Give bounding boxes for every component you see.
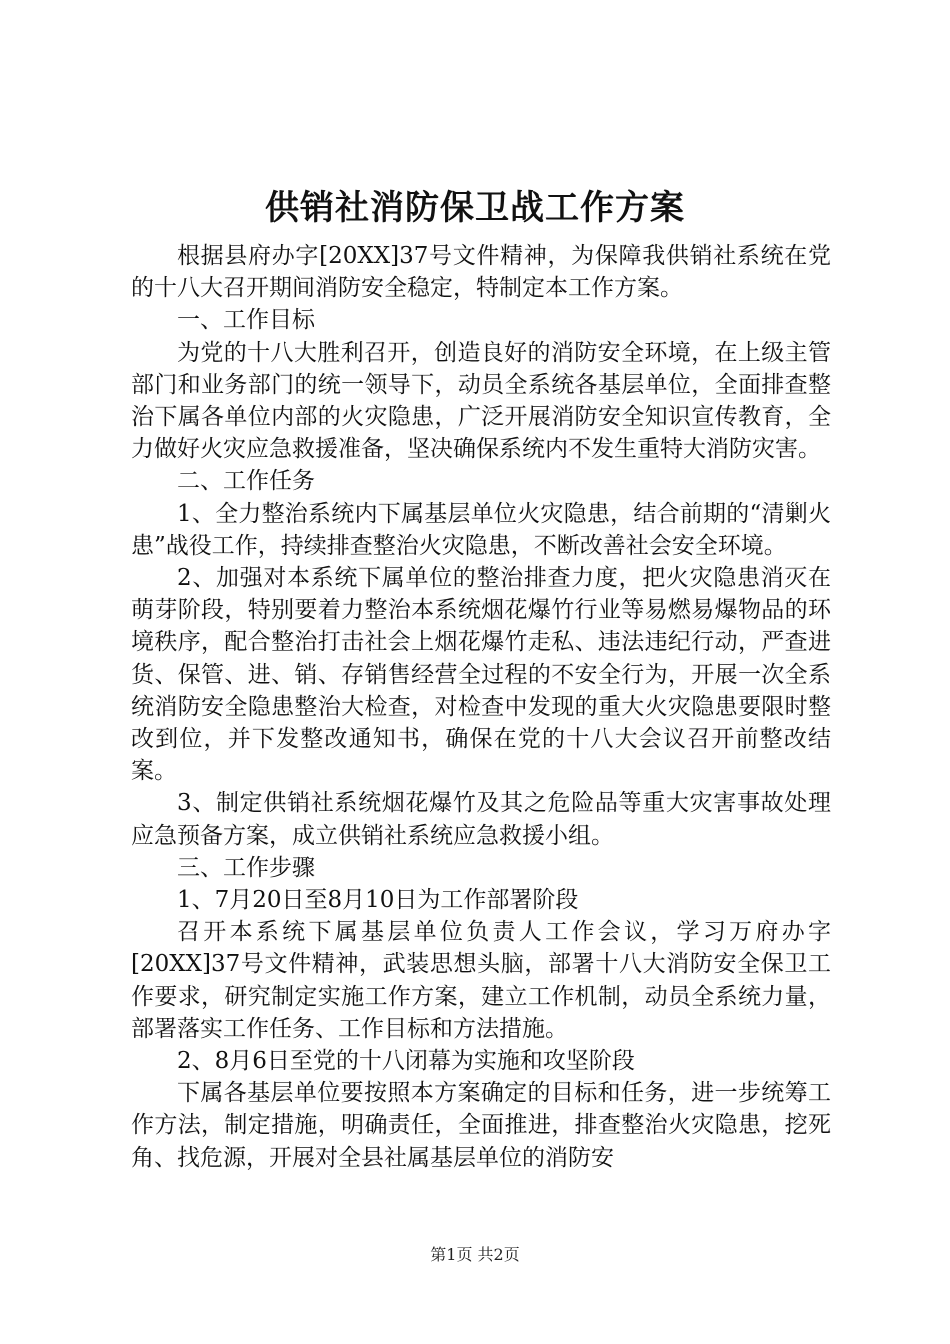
page-number-footer: 第1页 共2页 [430, 1245, 520, 1264]
section-heading-goals: 一、工作目标 [177, 307, 315, 334]
task-item-1: 1、全力整治系统内下属基层单位火灾隐患，结合前期的“清剿火患”战役工作，持续排查整治火灾隐患，不断改善社会安全环境。 [131, 500, 831, 559]
step-paragraph-2: 下属各基层单位要按照本方案确定的目标和任务，进一步统筹工作方法，制定措施，明确责任，全面推进，排查整治火灾隐患，挖死角、找危源，开展对全县社属基层单位的消防安 [131, 1080, 831, 1171]
step-heading-1: 1、7月20日至8月10日为工作部署阶段 [177, 887, 579, 914]
task-item-3: 3、制定供销社系统烟花爆竹及其之危险品等重大灾害事故处理应急预备方案，成立供销社系统应急救援小组。 [131, 790, 831, 849]
document-title: 供销社消防保卫战工作方案 [265, 188, 685, 228]
step-paragraph-1: 召开本系统下属基层单位负责人工作会议，学习万府办字[20XX]37号文件精神，武装思想头脑，部署十八大消防安全保卫工作要求，研究制定实施工作方案，建立工作机制，动员全系统力量，部署落实工作任务、工作目标和方法措施。 [131, 919, 831, 1042]
section-heading-steps: 三、工作步骤 [177, 854, 315, 881]
step-heading-2: 2、8月6日至党的十八闭幕为实施和攻坚阶段 [177, 1048, 635, 1075]
intro-paragraph: 根据县府办字[20XX]37号文件精神，为保障我供销社系统在党的十八大召开期间消防安全稳定，特制定本工作方案。 [131, 243, 831, 302]
section-heading-tasks: 二、工作任务 [177, 468, 315, 495]
task-item-2: 2、加强对本系统下属单位的整治排查力度，把火灾隐患消灭在萌芽阶段，特别要着力整治本系统烟花爆竹行业等易燃易爆物品的环境秩序，配合整治打击社会上烟花爆竹走私、违法违纪行动，严查进货、保管、进、销、存销售经营全过程的不安全行为，开展一次全系统消防安全隐患整治大检查，对检查中发现的重大火灾隐患要限时整改到位，并下发整改通知书，确保在党的十八大会议召开前整改结案。 [131, 565, 831, 785]
goals-paragraph: 为党的十八大胜利召开，创造良好的消防安全环境，在上级主管部门和业务部门的统一领导下，动员全系统各基层单位，全面排查整治下属各单位内部的火灾隐患，广泛开展消防安全知识宣传教育，全力做好火灾应急救援准备，坚决确保系统内不发生重特大消防灾害。 [131, 339, 831, 463]
document-body [131, 240, 831, 1174]
